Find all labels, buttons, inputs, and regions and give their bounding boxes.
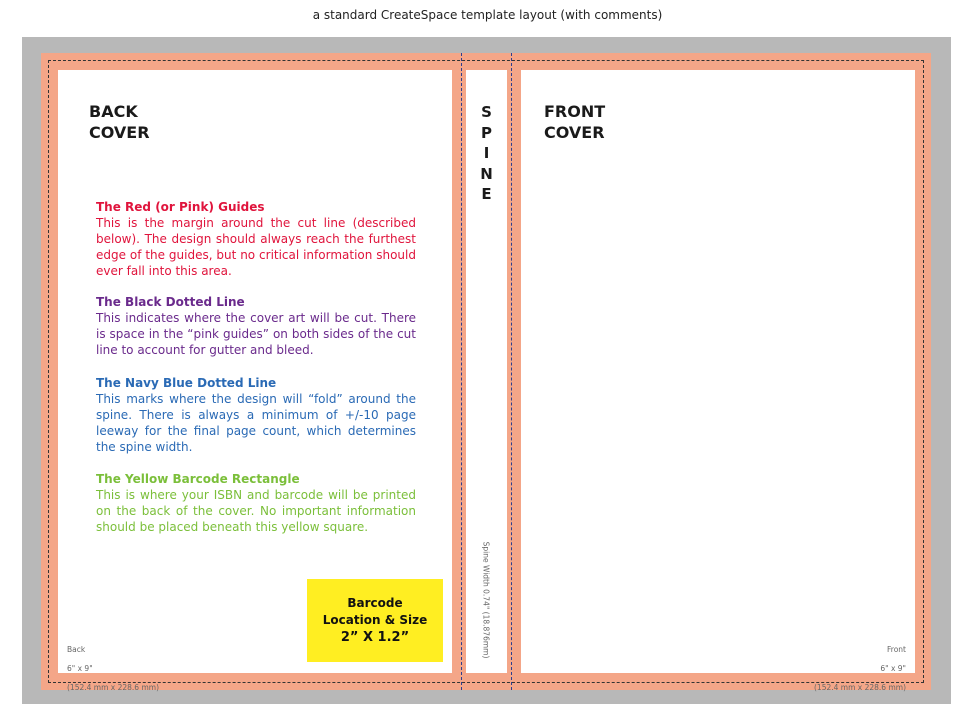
spine-letter: N xyxy=(480,164,493,183)
note-black-dotted-line xyxy=(96,294,416,358)
barcode-rectangle xyxy=(307,579,443,662)
back-dimensions xyxy=(67,635,159,702)
front-dimensions-label: Front xyxy=(887,644,906,654)
note-body: This indicates where the cover art will be cut. There is space in the “pink guides” on both sides of the cut line to account for gutter and bleed. xyxy=(96,311,416,357)
template-caption: a standard CreateSpace template layout (with comments) xyxy=(312,8,663,22)
spine-letter: S xyxy=(481,103,492,121)
back-dimensions-label: Back xyxy=(67,644,86,654)
spine-letter: I xyxy=(483,144,490,162)
front-cover-panel xyxy=(521,70,915,673)
barcode-location-label: Location & Size xyxy=(322,613,428,627)
note-body: This marks where the design will “fold” around the spine. There is always a minimum of +/-10 page leeway for the final page count, which determines the spine width. xyxy=(96,392,416,454)
back-dimensions-mm: (152.4 mm x 228.6 mm) xyxy=(67,682,159,692)
front-dimensions xyxy=(814,635,906,702)
note-yellow-barcode xyxy=(96,471,416,535)
fold-line-left xyxy=(461,53,462,690)
fold-line-right xyxy=(511,53,512,690)
spine-letter: P xyxy=(481,123,492,142)
note-body: This is the margin around the cut line (described below). The design should always reach the furthest edge of the guides, but no critical information should ever fall into this area. xyxy=(96,216,416,278)
note-heading: The Yellow Barcode Rectangle xyxy=(96,472,300,486)
spine-letter: E xyxy=(481,185,492,203)
barcode-label: Barcode xyxy=(347,596,403,610)
note-red-guides xyxy=(96,199,416,279)
note-body: This is where your ISBN and barcode will be printed on the back of the cover. No important information should be placed beneath this yellow square. xyxy=(96,488,416,534)
spine-width-note: Spine Width 0.74" (18.876mm) xyxy=(481,541,491,659)
spine-title xyxy=(466,102,507,205)
barcode-size: 2” X 1.2” xyxy=(340,630,410,645)
front-dimensions-mm: (152.4 mm x 228.6 mm) xyxy=(814,682,906,692)
note-heading: The Black Dotted Line xyxy=(96,295,245,309)
front-dimensions-inches: 6" x 9" xyxy=(880,663,906,673)
back-dimensions-inches: 6" x 9" xyxy=(67,663,93,673)
note-navy-dotted-line xyxy=(96,375,416,455)
front-cover-title: FRONT COVER xyxy=(544,102,606,142)
back-cover-title: BACK COVER xyxy=(89,102,150,142)
note-heading: The Navy Blue Dotted Line xyxy=(96,376,277,390)
note-heading: The Red (or Pink) Guides xyxy=(96,200,265,214)
